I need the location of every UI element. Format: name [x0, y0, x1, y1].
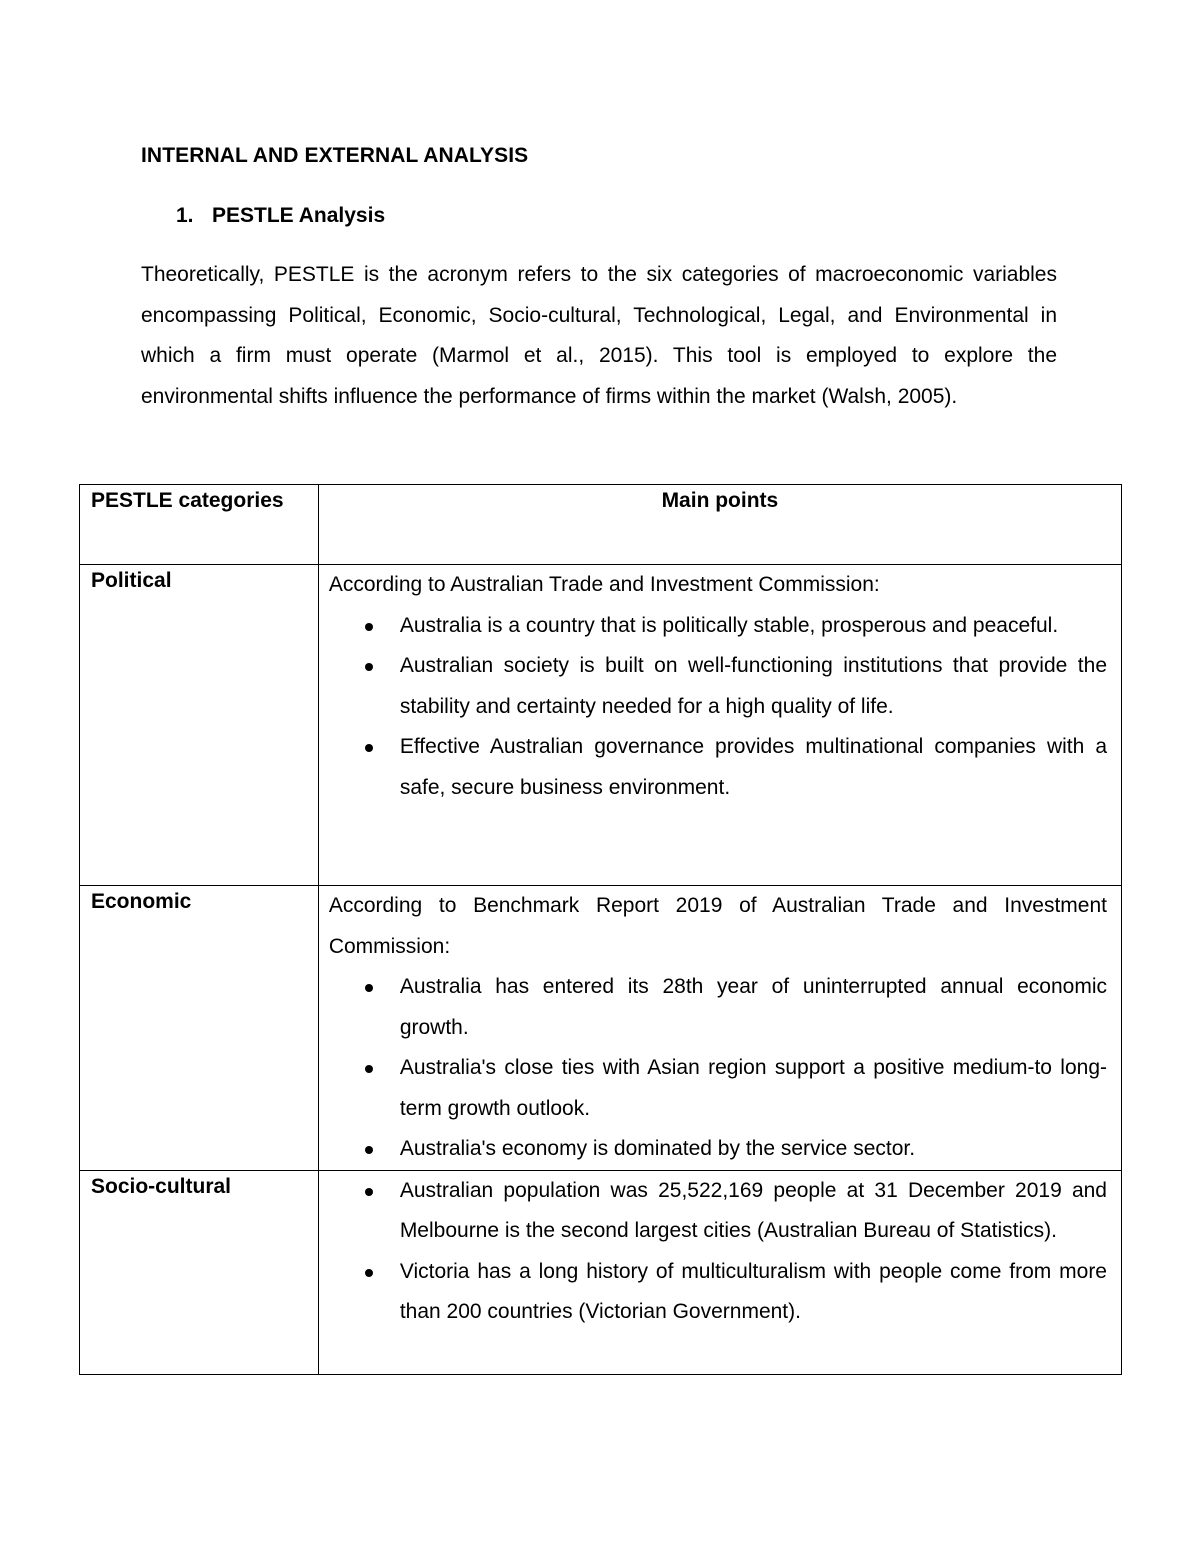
main-points-socio-cultural — [318, 1170, 1121, 1374]
bullet-icon — [365, 1269, 373, 1277]
pestle-table — [79, 484, 1122, 1375]
bullet-icon — [365, 1188, 373, 1196]
list-item: Effective Australian governance provides multinational companies with a safe, secure business environment. — [329, 727, 1107, 808]
category-economic: Economic — [80, 886, 319, 1171]
lead-text: According to Australian Trade and Investment Commission: — [328, 573, 880, 596]
bullet-list — [329, 606, 1107, 809]
bullet-list — [329, 1171, 1107, 1333]
bullet-list — [329, 967, 1107, 1170]
category-socio-cultural: Socio-cultural — [80, 1170, 319, 1374]
category-political: Political — [80, 565, 319, 886]
lead-text: According to Benchmark Report 2019 of Australian Trade and Investment Commission: — [328, 894, 1107, 958]
list-item: Australia has entered its 28th year of uninterrupted annual economic growth. — [329, 967, 1107, 1048]
bullet-icon — [365, 1146, 373, 1154]
bullet-icon — [365, 984, 373, 992]
table-row — [80, 565, 1122, 886]
bullet-icon — [365, 1065, 373, 1073]
list-item: Australia's economy is dominated by the service sector. — [329, 1129, 1107, 1170]
table-row — [80, 1170, 1122, 1374]
list-item: Australia's close ties with Asian region support a positive medium-to long-term growth outlook. — [329, 1048, 1107, 1129]
section-number: 1. — [176, 204, 194, 227]
table-header-row — [80, 485, 1122, 565]
table-row — [80, 886, 1122, 1171]
main-points-economic — [318, 886, 1121, 1171]
list-item: Australia is a country that is politically stable, prosperous and peaceful. — [329, 606, 1107, 647]
list-item: Victoria has a long history of multiculturalism with people come from more than 200 countries (Victorian Government). — [329, 1252, 1107, 1333]
section-heading — [176, 204, 385, 228]
header-category: PESTLE categories — [80, 485, 319, 565]
header-main-points: Main points — [318, 485, 1121, 565]
list-item: Australian population was 25,522,169 people at 31 December 2019 and Melbourne is the second largest cities (Australian Bureau of Statistics). — [329, 1171, 1107, 1252]
document-heading: INTERNAL AND EXTERNAL ANALYSIS — [141, 144, 529, 167]
intro-paragraph: Theoretically, PESTLE is the acronym refers to the six categories of macroeconomic variables encompassing Political, Economic, Socio-cultural, Technological, Legal, and Environmental in which a firm must operate (Marmol et al., 2015). This tool is employed to explore the environmental shifts influence the performance of firms within the market (Walsh, 2005). — [141, 263, 1057, 408]
section-title: PESTLE Analysis — [212, 204, 386, 227]
bullet-icon — [365, 623, 373, 631]
list-item: Australian society is built on well-functioning institutions that provide the stability and certainty needed for a high quality of life. — [329, 646, 1107, 727]
bullet-icon — [365, 663, 373, 671]
main-points-political — [318, 565, 1121, 886]
bullet-icon — [365, 744, 373, 752]
